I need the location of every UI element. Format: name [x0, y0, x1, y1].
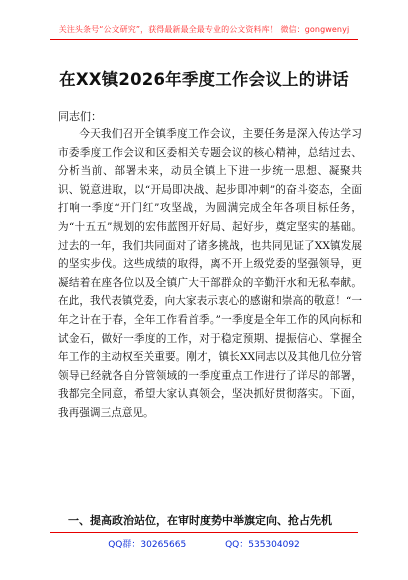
footer-divider [50, 532, 358, 533]
footer-qq-group: QQ群：30265665 [108, 540, 187, 550]
footer [0, 537, 408, 550]
document-title: 在XX镇2026年季度工作会议上的讲话 [59, 70, 349, 89]
header-banner: 关注头条号“公文研究”，获得最新最全最专业的公文资料库！ 微信：gongwenyj [58, 25, 350, 34]
section-heading: 一、提高政治站位，在审时度势中举旗定向、抢占先机 [68, 514, 332, 527]
salutation: 同志们： [58, 110, 102, 123]
body-paragraph: 今天我们召开全镇季度工作会议，主要任务是深入传达学习市委季度工作会议和区委相关专题会议的核心精神，总结过去、分析当前、部署未来，动员全镇上下进一步统一思想、凝聚共识、锐意进取，以“开局即决战、起步即冲刺”的奋斗姿态，全面打响一季度“开门红”攻坚战，为圆满完成全年各项目标任务，为“十五五”规划的宏伟蓝图开好局、起好步，奠定坚实的基础。过去的一年，我们共同面对了诸多挑战，也共同见证了XX镇发展的坚实步伐。这些成绩的取得，离不开上级党委的坚强领导，更凝结着在座各位以及全镇广大干部群众的辛勤汗水和无私奉献。在此，我代表镇党委，向大家表示衷心的感谢和崇高的敬意！“一年之计在于春，全年工作看首季。”一季度是全年工作的风向标和试金石，做好一季度的工作，对于稳定预期、提振信心、掌握全年工作的主动权至关重要。刚才，镇长XX同志以及其他几位分管领导已经就各自分管领域的一季度重点工作进行了详尽的部署，我都完全同意，希望大家认真领会，坚决抓好贯彻落实。下面，我再强调三点意见。 [58, 128, 362, 419]
header-divider [50, 39, 358, 40]
footer-qq: QQ：535304092 [225, 540, 300, 550]
